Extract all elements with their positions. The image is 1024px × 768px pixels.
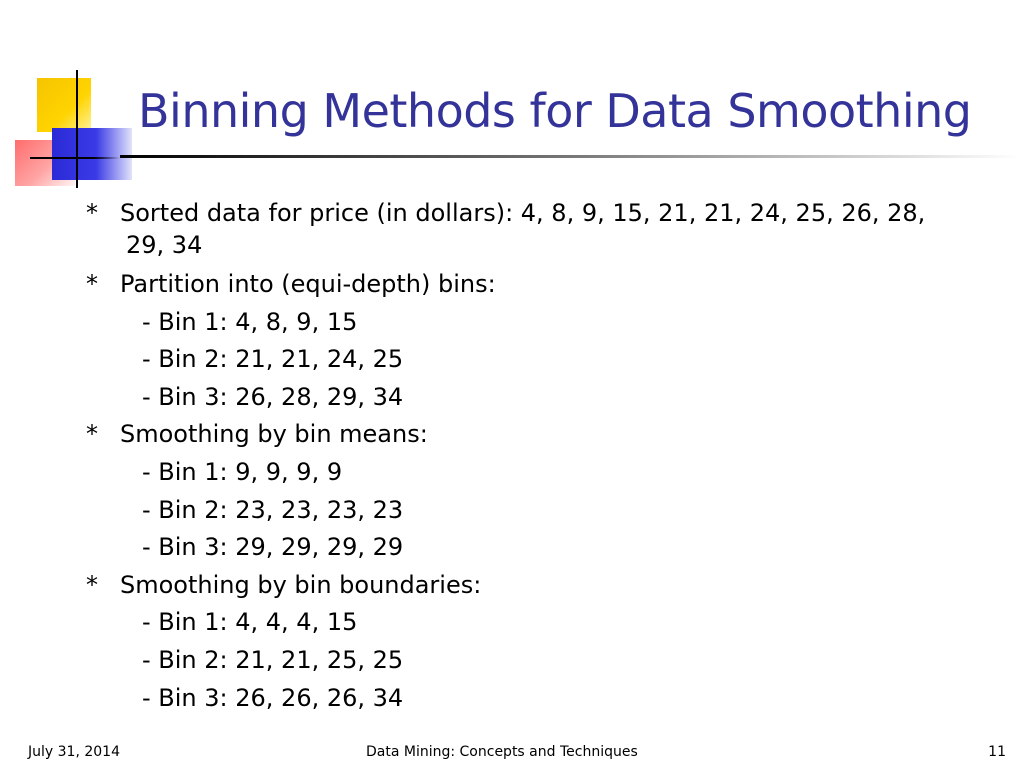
slide-title: Binning Methods for Data Smoothing [138,84,972,138]
title-underline [120,155,1020,158]
bullet-text-line1: Sorted data for price (in dollars): 4, 8, 9, 15, 21, 21, 24, 25, 26, 28, [120,199,926,227]
sub-item-partition-bin2: - Bin 2: 21, 21, 24, 25 [142,345,404,374]
bullet-marker: * [86,270,98,298]
bullet-marker: * [86,570,98,599]
sub-item-partition-bin1: - Bin 1: 4, 8, 9, 15 [142,307,358,336]
sub-item-means-bin3: - Bin 3: 29, 29, 29, 29 [142,533,404,562]
footer-date: July 31, 2014 [28,744,120,760]
bullet-text: Smoothing by bin boundaries: [120,570,482,599]
logo-blue-square [52,128,132,180]
slide-logo-decoration [0,0,140,200]
logo-vertical-line [76,70,78,188]
sub-item-boundaries-bin3: - Bin 3: 26, 26, 26, 34 [142,683,404,712]
bullet-text: Partition into (equi-depth) bins: [120,270,496,298]
footer-course-title: Data Mining: Concepts and Techniques [366,744,638,760]
slide-body [86,197,996,717]
logo-yellow-square [37,78,91,132]
bullet-text-line2: 29, 34 [126,231,203,259]
bullet-sorted-data [86,197,996,261]
sub-item-means-bin2: - Bin 2: 23, 23, 23, 23 [142,495,404,524]
sub-item-partition-bin3: - Bin 3: 26, 28, 29, 34 [142,382,404,411]
footer-page-number: 11 [988,744,1006,760]
bullet-smoothing-means [86,416,996,454]
bullet-text: Smoothing by bin means: [120,420,428,449]
bullet-text [120,197,996,261]
logo-horizontal-line [30,157,120,159]
bullet-marker: * [86,199,98,227]
sub-item-means-bin1: - Bin 1: 9, 9, 9, 9 [142,457,343,486]
bullet-partition [86,266,996,304]
bullet-smoothing-boundaries [86,567,996,605]
bullet-marker: * [86,420,98,449]
sub-item-boundaries-bin2: - Bin 2: 21, 21, 25, 25 [142,645,404,674]
sub-item-boundaries-bin1: - Bin 1: 4, 4, 4, 15 [142,608,358,637]
